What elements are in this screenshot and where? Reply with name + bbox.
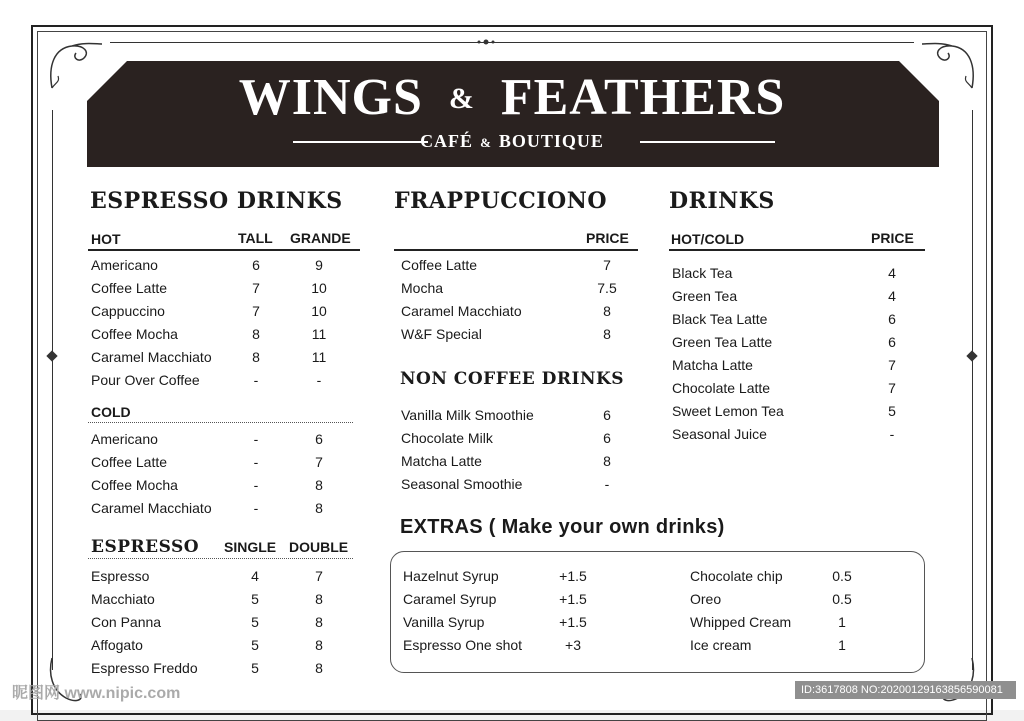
drink-item-name: Black Tea Latte xyxy=(672,311,768,327)
espresso-item-name: Espresso xyxy=(91,568,150,584)
cold-label: COLD xyxy=(91,404,131,420)
extra-right-item-name: Ice cream xyxy=(690,637,752,653)
drink-item-name: Black Tea xyxy=(672,265,733,281)
extra-left-item-price: +1.5 xyxy=(559,614,587,630)
drink-item-price: 7 xyxy=(888,380,896,396)
drink-item-name: Sweet Lemon Tea xyxy=(672,403,784,419)
hot-drink-grande: 10 xyxy=(311,280,327,296)
extra-left-item-name: Espresso One shot xyxy=(403,637,523,653)
non-coffee-item-price: 6 xyxy=(603,407,611,423)
hot-drink-grande: - xyxy=(316,372,322,388)
frappuccino-item-name: W&F Special xyxy=(401,326,482,342)
extra-right-item-name: Chocolate chip xyxy=(690,568,783,584)
brand-sub-ampersand: & xyxy=(480,135,492,150)
drink-item-price: 5 xyxy=(888,403,896,419)
espresso-item-double: 7 xyxy=(315,568,323,584)
non-coffee-title: NON COFFEE DRINKS xyxy=(400,369,625,389)
non-coffee-item-price: - xyxy=(604,476,610,492)
drinks-price-label: PRICE xyxy=(871,230,914,246)
extra-left-item-price: +3 xyxy=(565,637,581,653)
hot-drink-tall: 8 xyxy=(252,349,260,365)
cold-drink-tall: - xyxy=(253,454,259,470)
drink-item-price: 6 xyxy=(888,311,896,327)
non-coffee-item-name: Seasonal Smoothie xyxy=(401,476,523,492)
espresso-item-double: 8 xyxy=(315,660,323,676)
cold-drink-grande: 6 xyxy=(315,431,323,447)
frappuccino-price-label: PRICE xyxy=(586,230,629,246)
extra-right-item-name: Whipped Cream xyxy=(690,614,792,630)
cold-drink-name: Caramel Macchiato xyxy=(91,500,212,516)
espresso-item-double: 8 xyxy=(315,637,323,653)
cold-drink-grande: 7 xyxy=(315,454,323,470)
extra-right-item-price: 0.5 xyxy=(832,568,852,584)
frappuccino-item-price: 8 xyxy=(603,303,611,319)
hot-drink-tall: 7 xyxy=(252,303,260,319)
brand-ampersand: & xyxy=(448,82,475,115)
non-coffee-item-price: 8 xyxy=(603,453,611,469)
drink-item-name: Seasonal Juice xyxy=(672,426,767,442)
cold-drink-name: Coffee Mocha xyxy=(91,477,178,493)
espresso-item-single: 5 xyxy=(251,614,259,630)
frappuccino-title: FRAPPUCCIONO xyxy=(394,188,607,214)
non-coffee-item-name: Vanilla Milk Smoothie xyxy=(401,407,534,423)
drink-item-price: 6 xyxy=(888,334,896,350)
extra-left-item-price: +1.5 xyxy=(559,591,587,607)
brand-name-left: WINGS xyxy=(238,69,423,126)
espresso-item-single: 5 xyxy=(251,637,259,653)
extras-title: EXTRAS ( Make your own drinks) xyxy=(400,516,725,538)
cold-drink-grande: 8 xyxy=(315,477,323,493)
extra-right-item-price: 0.5 xyxy=(832,591,852,607)
espresso-item-single: 4 xyxy=(251,568,259,584)
brand-sub-left: CAFÉ xyxy=(420,131,474,151)
frappuccino-item-name: Coffee Latte xyxy=(401,257,478,273)
hot-drink-name: Cappuccino xyxy=(91,303,165,319)
drink-item-price: - xyxy=(889,426,895,442)
extra-right-item-price: 1 xyxy=(838,614,846,630)
cold-drink-tall: - xyxy=(253,500,259,516)
drink-item-price: 4 xyxy=(888,265,896,281)
espresso-title: ESPRESSO xyxy=(91,537,200,557)
left-ornament-rule xyxy=(52,110,53,670)
frappuccino-item-name: Mocha xyxy=(401,280,444,296)
frappuccino-item-price: 7.5 xyxy=(597,280,617,296)
single-label: SINGLE xyxy=(224,539,277,555)
watermark-left: 昵图网 www.nipic.com xyxy=(12,685,181,702)
extra-left-item-price: +1.5 xyxy=(559,568,587,584)
extra-right-item-name: Oreo xyxy=(690,591,722,607)
extra-left-item-name: Hazelnut Syrup xyxy=(403,568,499,584)
espresso-item-name: Espresso Freddo xyxy=(91,660,198,676)
non-coffee-item-price: 6 xyxy=(603,430,611,446)
hot-drink-tall: 6 xyxy=(252,257,260,273)
non-coffee-item-name: Chocolate Milk xyxy=(401,430,493,446)
hot-drink-grande: 11 xyxy=(311,349,327,365)
drink-item-name: Matcha Latte xyxy=(672,357,753,373)
espresso-item-name: Affogato xyxy=(91,637,143,653)
hot-drink-tall: - xyxy=(253,372,259,388)
hot-label: HOT xyxy=(91,231,121,247)
espresso-item-name: Macchiato xyxy=(91,591,155,607)
extra-left-item-name: Vanilla Syrup xyxy=(403,614,485,630)
hot-cold-label: HOT/COLD xyxy=(671,231,745,247)
grande-label: GRANDE xyxy=(290,230,351,246)
brand-subtitle xyxy=(0,131,1024,153)
drink-item-name: Green Tea xyxy=(672,288,738,304)
espresso-drinks-title: ESPRESSO DRINKS xyxy=(90,188,343,214)
cold-drink-tall: - xyxy=(253,431,259,447)
drink-item-price: 4 xyxy=(888,288,896,304)
cold-drink-name: Coffee Latte xyxy=(91,454,168,470)
drinks-title: DRINKS xyxy=(669,188,775,214)
espresso-item-single: 5 xyxy=(251,660,259,676)
drink-item-name: Chocolate Latte xyxy=(672,380,771,396)
top-ornament-dots xyxy=(476,38,496,46)
hot-drink-grande: 11 xyxy=(311,326,327,342)
cold-rule xyxy=(88,422,353,423)
double-label: DOUBLE xyxy=(289,539,349,555)
espresso-rule xyxy=(88,558,353,559)
non-coffee-item-name: Matcha Latte xyxy=(401,453,482,469)
corner-flourish-bottom-right-icon xyxy=(924,650,984,710)
tall-label: TALL xyxy=(238,230,273,246)
hot-drink-name: Americano xyxy=(91,257,158,273)
espresso-drinks-rule xyxy=(88,249,360,251)
brand-title xyxy=(0,69,1024,126)
frappuccino-item-price: 7 xyxy=(603,257,611,273)
hot-drink-name: Pour Over Coffee xyxy=(91,372,200,388)
frappuccino-item-price: 8 xyxy=(603,326,611,342)
cold-drink-name: Americano xyxy=(91,431,158,447)
hot-drink-grande: 10 xyxy=(311,303,327,319)
cold-drink-grande: 8 xyxy=(315,500,323,516)
frappuccino-item-name: Caramel Macchiato xyxy=(401,303,522,319)
hot-drink-name: Caramel Macchiato xyxy=(91,349,212,365)
frappuccino-rule xyxy=(394,249,638,251)
drinks-rule xyxy=(669,249,925,251)
espresso-item-double: 8 xyxy=(315,614,323,630)
drink-item-name: Green Tea Latte xyxy=(672,334,773,350)
espresso-item-name: Con Panna xyxy=(91,614,162,630)
hot-drink-grande: 9 xyxy=(315,257,323,273)
hot-drink-name: Coffee Mocha xyxy=(91,326,178,342)
espresso-item-double: 8 xyxy=(315,591,323,607)
drink-item-price: 7 xyxy=(888,357,896,373)
right-ornament-rule xyxy=(972,110,973,670)
extra-left-item-name: Caramel Syrup xyxy=(403,591,497,607)
brand-sub-right: BOUTIQUE xyxy=(498,131,604,151)
watermark-right: ID:3617808 NO:20200129163856590081 xyxy=(795,681,1016,699)
extra-right-item-price: 1 xyxy=(838,637,846,653)
espresso-item-single: 5 xyxy=(251,591,259,607)
top-ornament-rule xyxy=(110,42,914,43)
brand-name-right: FEATHERS xyxy=(500,69,786,126)
hot-drink-name: Coffee Latte xyxy=(91,280,168,296)
hot-drink-tall: 7 xyxy=(252,280,260,296)
cold-drink-tall: - xyxy=(253,477,259,493)
hot-drink-tall: 8 xyxy=(252,326,260,342)
